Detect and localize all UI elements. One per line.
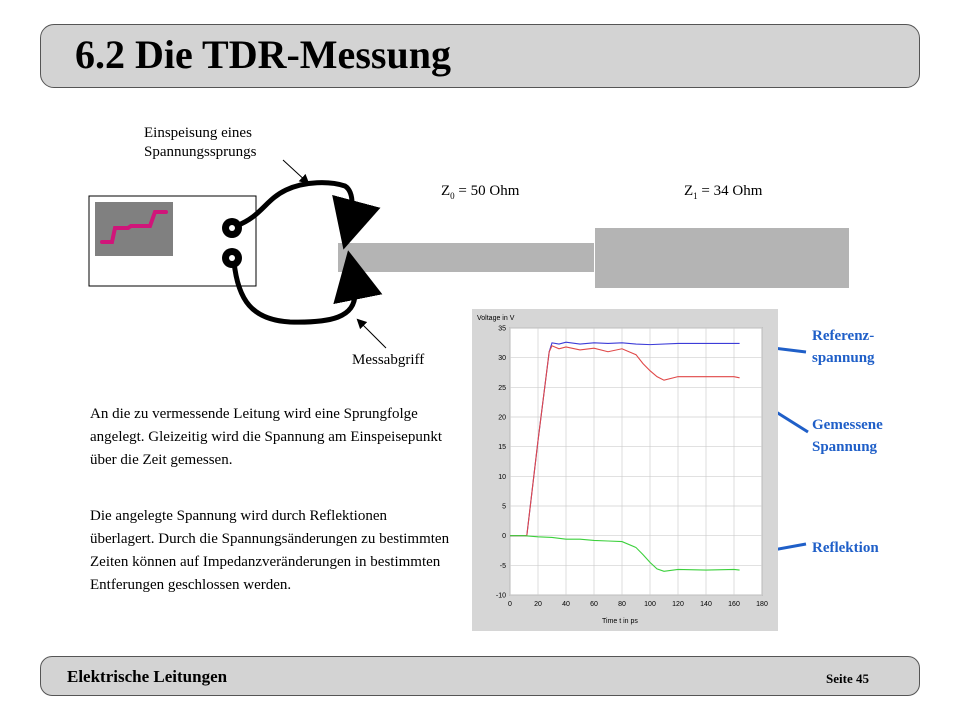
- line-z1: [595, 228, 849, 288]
- refl-label: Reflektion: [812, 540, 879, 556]
- page-number: Seite 45: [826, 671, 869, 686]
- ref-label: [812, 325, 875, 369]
- x-tick-label: 0: [508, 601, 512, 608]
- x-tick-label: 20: [534, 601, 542, 608]
- x-tick-label: 60: [590, 601, 598, 608]
- meas-label: [812, 414, 883, 458]
- y-tick-label: 0: [502, 533, 506, 541]
- y-tick-label: 15: [498, 444, 506, 452]
- ref-label-line1: Referenz-: [812, 328, 875, 344]
- y-tick-label: -5: [499, 562, 506, 570]
- y-tick-label: 25: [498, 384, 506, 392]
- y-tick-label: 5: [502, 503, 506, 511]
- z1-value: = 34 Ohm: [697, 183, 763, 199]
- meas-label-line2: Spannung: [812, 439, 878, 455]
- y-tick-label: -10: [495, 592, 506, 600]
- feed-pointer: [283, 160, 308, 183]
- tdr-chart-svg: [472, 309, 778, 631]
- line-z0: [338, 243, 594, 272]
- footer-title: Elektrische Leitungen: [67, 667, 228, 686]
- x-tick-label: 140: [700, 601, 712, 608]
- z1-label: [684, 183, 762, 201]
- tap-label: Messabgriff: [352, 352, 425, 368]
- ref-label-line2: spannung: [812, 350, 875, 366]
- footer-bar: [40, 656, 920, 696]
- x-tick-label: 120: [672, 601, 684, 608]
- y-tick-label: 20: [498, 414, 506, 422]
- meas-label-line1: Gemessene: [812, 417, 883, 433]
- paragraph-2: Die angelegte Spannung wird durch Reflektionen überlagert. Durch die Spannungsänderungen zu bestimmten Zeiten können auf Impedanzveränderungen in bestimmten Entferungen geschlossen werden.: [90, 508, 450, 593]
- feed-label: [144, 124, 257, 162]
- x-axis-title: Time t in ps: [602, 618, 638, 625]
- page-title: 6.2 Die TDR-Messung: [75, 32, 451, 77]
- z0-prefix: Z: [441, 183, 451, 199]
- z0-value: = 50 Ohm: [454, 183, 520, 199]
- y-tick-label: 35: [498, 325, 506, 333]
- x-tick-label: 40: [562, 601, 570, 608]
- tap-pointer: [358, 320, 386, 348]
- z1-sub: 1: [693, 191, 698, 201]
- paragraph-1: An die zu vermessende Leitung wird eine Sprungfolge angelegt. Gleizeitig wird die Spannung am Einspeisepunkt über die Zeit gemessen.: [90, 406, 443, 468]
- x-tick-label: 160: [728, 601, 740, 608]
- oscilloscope: [89, 196, 256, 286]
- tdr-chart: [472, 309, 778, 631]
- feed-label-line1: Einspeisung eines: [144, 125, 252, 141]
- y-tick-label: 10: [498, 473, 506, 481]
- plot-area: [510, 328, 762, 595]
- x-tick-label: 100: [644, 601, 656, 608]
- z1-prefix: Z: [684, 183, 694, 199]
- z0-sub: 0: [450, 191, 455, 201]
- y-tick-label: 30: [498, 355, 506, 363]
- y-axis-title: Voltage in V: [477, 315, 515, 322]
- feed-label-line2: Spannungssprungs: [144, 144, 257, 160]
- x-tick-label: 180: [756, 601, 768, 608]
- z0-label: [441, 183, 519, 201]
- x-tick-label: 80: [618, 601, 626, 608]
